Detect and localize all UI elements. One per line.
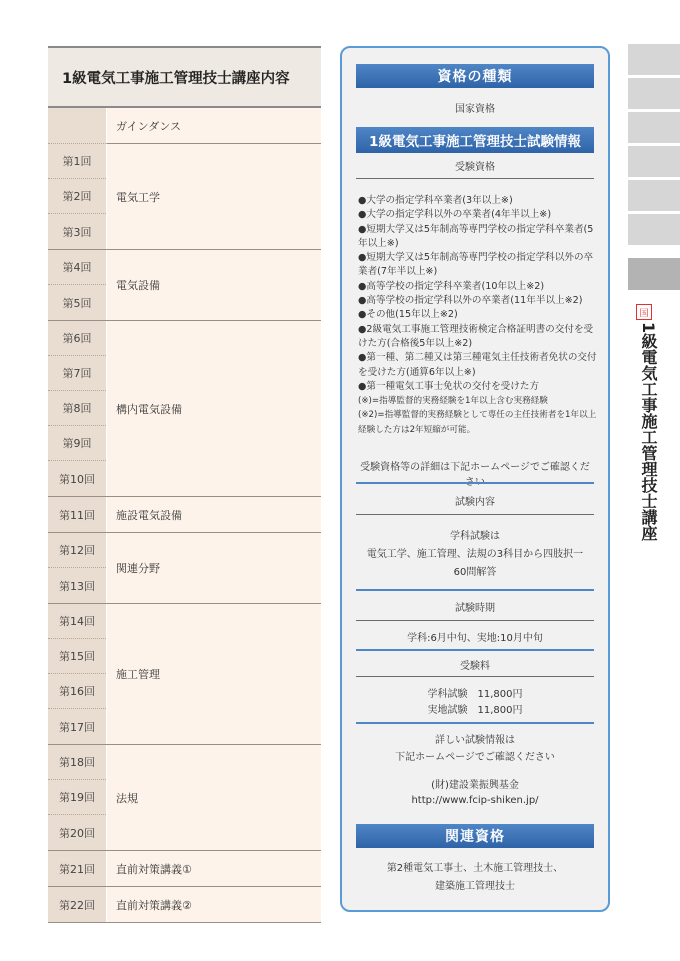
course-group [48, 321, 321, 497]
more-line-2: 下記ホームページでご確認ください [395, 752, 555, 763]
section-tab[interactable] [628, 44, 680, 75]
qual-item: ●大学の指定学科以外の卒業者(4年半以上※) [358, 209, 552, 221]
exam-info-box [340, 46, 610, 912]
qual-item: ●大学の指定学科卒業者(3年以上※) [358, 195, 513, 206]
session-number: 第16回 [48, 674, 106, 709]
session-subject: 直前対策講義① [106, 851, 321, 886]
section-tab[interactable] [628, 112, 680, 143]
session-number: 第8回 [48, 391, 106, 426]
divider [356, 620, 594, 621]
footnote-1: (※)=指導監督的実務経験を1年以上含む実務経験 [358, 396, 548, 407]
session-numbers [48, 851, 106, 886]
qual-item: ●短期大学又は5年制高等専門学校の指定学科卒業者(5年以上※) [358, 223, 594, 249]
section-tab[interactable] [628, 146, 680, 177]
website-link[interactable]: http://www.fcip-shiken.jp/ [411, 795, 539, 806]
course-group [48, 851, 321, 887]
footnote-2: (※2)=指導監督的実務経験として専任の主任技術者を1年以上経験した方は2年短縮が可能。 [358, 410, 597, 435]
session-numbers [48, 144, 106, 249]
qual-item: ●2級電気工事施工管理技術検定合格証明書の交付を受けた方(合格後5年以上※2) [358, 323, 594, 349]
session-subject: 関連分野 [106, 533, 321, 603]
qual-item: ●短期大学又は5年制高等専門学校の指定学科以外の卒業者(7年半以上※) [358, 252, 594, 278]
course-group [48, 887, 321, 923]
course-group [48, 745, 321, 851]
section-tab[interactable] [628, 180, 680, 211]
course-title: 1級電気工事施工管理技士講座内容 [48, 46, 321, 108]
session-number: 第22回 [48, 887, 106, 922]
session-number: 第12回 [48, 533, 106, 568]
session-number: 第5回 [48, 285, 106, 320]
session-number: 第20回 [48, 815, 106, 850]
qual-item: ●第一種、第二種又は第三種電気主任技術者免状の交付を受けた方(通算6年以上※) [358, 352, 597, 378]
more-line-1: 詳しい試験情報は [435, 735, 515, 746]
type-heading: 資格の種類 [356, 64, 594, 88]
related-line-2: 建築施工管理技士 [435, 881, 515, 892]
qual-item: ●第一種電気工事士免状の交付を受けた方 [358, 380, 540, 392]
national-qualification-badge: 国 [636, 304, 652, 320]
session-numbers [48, 887, 106, 922]
session-number: 第13回 [48, 568, 106, 603]
content-line-3: 60問解答 [453, 567, 497, 578]
course-groups [48, 144, 321, 923]
session-number: 第18回 [48, 745, 106, 780]
session-numbers [48, 497, 106, 532]
exam-heading: 1級電気工事施工管理技士試験情報 [356, 127, 594, 153]
related-heading: 関連資格 [356, 824, 594, 848]
session-number: 第15回 [48, 639, 106, 674]
qual-item: ●高等学校の指定学科卒業者(10年以上※2) [358, 280, 545, 292]
session-subject: 電気工学 [106, 144, 321, 249]
course-group [48, 533, 321, 604]
vertical-section-title: 1級電気工事施工管理技士講座 [639, 322, 658, 542]
session-number: 第14回 [48, 604, 106, 639]
divider [356, 589, 594, 591]
divider [356, 649, 594, 651]
session-number: 第3回 [48, 214, 106, 249]
fee-line-1: 学科試験 11,800円 [427, 689, 523, 700]
course-group [48, 250, 321, 321]
session-subject: 直前対策講義② [106, 887, 321, 922]
course-group [48, 497, 321, 533]
session-number: 第21回 [48, 851, 106, 886]
session-numbers [48, 533, 106, 603]
guidance-row [48, 108, 321, 144]
qual-item: ●高等学校の指定学科以外の卒業者(11年半以上※2) [358, 295, 583, 307]
session-number: 第1回 [48, 144, 106, 179]
session-number: 第19回 [48, 780, 106, 815]
divider [356, 482, 594, 484]
session-subject: 構内電気設備 [106, 321, 321, 496]
session-numbers [48, 321, 106, 496]
session-number: 第17回 [48, 709, 106, 744]
qual-detail: 受験資格等の詳細は下記ホームページでご確認ください [360, 462, 590, 488]
content-line-1: 学科試験は [450, 531, 500, 542]
type-value: 国家資格 [455, 104, 495, 115]
session-subject: 法規 [106, 745, 321, 850]
session-numbers [48, 745, 106, 850]
session-number [48, 108, 106, 144]
session-number: 第6回 [48, 321, 106, 356]
session-subject: 電気設備 [106, 250, 321, 320]
qual-item: ●その他(15年以上※2) [358, 309, 458, 321]
divider [356, 676, 594, 677]
course-group [48, 604, 321, 745]
session-numbers [48, 250, 106, 320]
period-label: 試験時期 [455, 603, 495, 614]
divider [356, 722, 594, 724]
fee-line-2: 実地試験 11,800円 [427, 705, 523, 716]
course-group [48, 144, 321, 250]
fee-label: 受験料 [460, 661, 490, 672]
session-number: 第4回 [48, 250, 106, 285]
content-label: 試験内容 [455, 497, 495, 508]
section-tab[interactable] [628, 214, 680, 245]
guidance-subject: ガインダンス [106, 108, 321, 144]
course-table [48, 46, 321, 923]
qual-label: 受験資格 [455, 162, 495, 173]
period-value: 学科:6月中旬、実地:10月中旬 [407, 633, 543, 644]
divider [356, 514, 594, 515]
session-subject: 施設電気設備 [106, 497, 321, 532]
divider [356, 178, 594, 179]
content-line-2: 電気工学、施工管理、法規の3科目から四肢択一 [366, 549, 584, 560]
session-numbers [48, 604, 106, 744]
session-number: 第2回 [48, 179, 106, 214]
qual-list [358, 194, 598, 437]
related-line-1: 第2種電気工事士、土木施工管理技士、 [386, 863, 564, 874]
session-number: 第10回 [48, 461, 106, 496]
session-subject: 施工管理 [106, 604, 321, 744]
section-tab-active[interactable] [628, 258, 680, 290]
session-number: 第11回 [48, 497, 106, 532]
session-number: 第7回 [48, 356, 106, 391]
session-number: 第9回 [48, 426, 106, 461]
org-name: (財)建設業振興基金 [431, 780, 519, 791]
section-tab[interactable] [628, 78, 680, 109]
